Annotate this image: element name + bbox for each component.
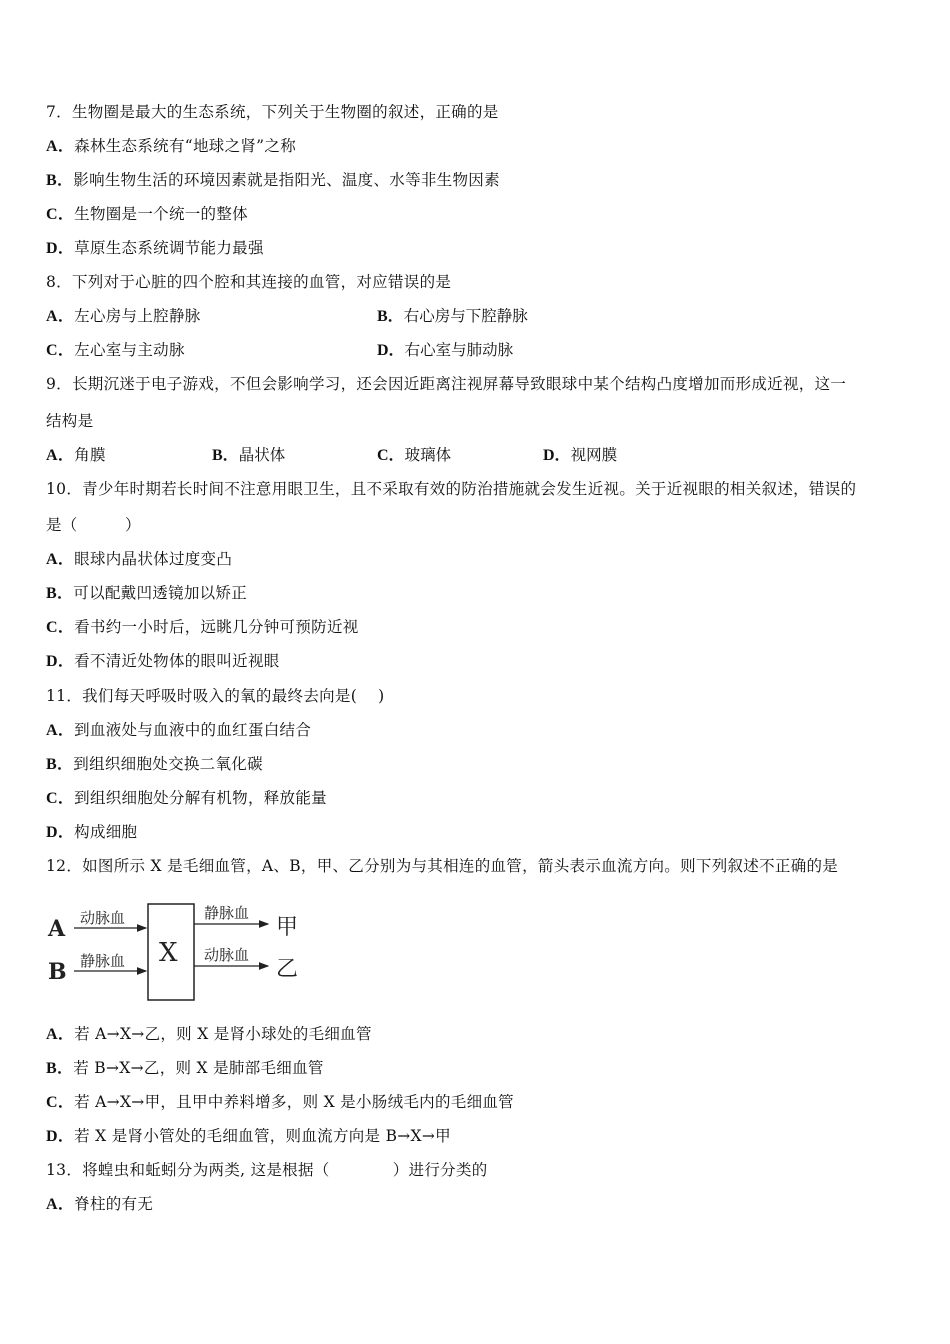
- question-10-stem-cont: 是（ ）: [46, 516, 141, 534]
- vessel-a: A: [48, 916, 66, 942]
- question-number: 7．: [46, 103, 72, 121]
- question-number: 9．: [46, 375, 72, 393]
- q7-option-b: B．影响生物生活的环境因素就是指阳光、温度、水等非生物因素: [46, 171, 500, 189]
- q7-option-d: D．草原生态系统调节能力最强: [46, 239, 264, 257]
- q11-option-c: C．到组织细胞处分解有机物，释放能量: [46, 789, 327, 807]
- q11-option-a: A．到血液处与血液中的血红蛋白结合: [46, 721, 312, 739]
- blood-yi: 动脉血: [204, 946, 250, 964]
- q9-option-c: C．玻璃体: [377, 446, 452, 464]
- capillary-diagram: [46, 896, 316, 1006]
- q12-option-b: B．若 B→X→乙，则 X 是肺部毛细血管: [46, 1059, 324, 1077]
- question-11-stem: [46, 686, 384, 706]
- question-number: 11．: [46, 687, 83, 705]
- question-9-stem: [46, 374, 846, 394]
- q12-option-c: C．若 A→X→甲，且甲中养料增多，则 X 是小肠绒毛内的毛细血管: [46, 1093, 514, 1111]
- q12-option-a: A．若 A→X→乙，则 X 是肾小球处的毛细血管: [46, 1025, 372, 1043]
- question-9-stem-cont: 结构是: [46, 412, 94, 430]
- question-text: 将蝗虫和蚯蚓分为两类, 这是根据（ ）进行分类的: [82, 1161, 488, 1179]
- question-text: 生物圈是最大的生态系统，下列关于生物圈的叙述，正确的是: [71, 103, 499, 121]
- q9-option-b: B．晶状体: [212, 446, 286, 464]
- q10-option-a: A．眼球内晶状体过度变凸: [46, 550, 233, 568]
- q11-option-d: D．构成细胞: [46, 823, 138, 841]
- q12-option-d: D．若 X 是肾小管处的毛细血管，则血流方向是 B→X→甲: [46, 1127, 451, 1145]
- question-7-stem: [46, 102, 499, 122]
- blood-b: 静脉血: [80, 952, 126, 970]
- q10-option-c: C．看书约一小时后，远眺几分钟可预防近视: [46, 618, 359, 636]
- question-number: 10．: [46, 480, 83, 498]
- question-text: 下列对于心脏的四个腔和其连接的血管，对应错误的是: [71, 273, 452, 291]
- question-text: 如图所示 X 是毛细血管，A、B，甲、乙分别为与其相连的血管，箭头表示血流方向。则下列叙述不正确的是: [82, 857, 839, 875]
- blood-a: 动脉血: [80, 909, 126, 927]
- question-number: 12．: [46, 857, 83, 875]
- q7-option-a: A．森林生态系统有“地球之肾”之称: [46, 137, 297, 155]
- q8-option-c: C．左心室与主动脉: [46, 341, 185, 359]
- capillary-label: X: [159, 938, 178, 968]
- q8-option-b: B．右心房与下腔静脉: [377, 307, 528, 325]
- question-12-stem: [46, 856, 838, 876]
- q9-option-d: D．视网膜: [543, 446, 618, 464]
- question-8-stem: [46, 272, 451, 292]
- q9-option-a: A．角膜: [46, 446, 106, 464]
- q8-option-a: A．左心房与上腔静脉: [46, 307, 201, 325]
- vessel-yi: 乙: [276, 957, 299, 982]
- question-text: 青少年时期若长时间不注意用眼卫生，且不采取有效的防治措施就会发生近视。关于近视眼的相关叙述，错误的: [82, 480, 857, 498]
- question-text: 长期沉迷于电子游戏，不但会影响学习，还会因近距离注视屏幕导致眼球中某个结构凸度增加而形成近视，这一: [71, 375, 847, 393]
- question-10-stem: [46, 479, 856, 499]
- vessel-jia: 甲: [276, 915, 299, 940]
- question-number: 8．: [46, 273, 72, 291]
- vessel-b: B: [48, 959, 67, 985]
- q11-option-b: B．到组织细胞处交换二氧化碳: [46, 755, 263, 773]
- question-text: 我们每天呼吸时吸入的氧的最终去向是( ): [82, 687, 385, 705]
- q13-option-a: A．脊柱的有无: [46, 1195, 154, 1213]
- question-number: 13．: [46, 1161, 83, 1179]
- question-13-stem: [46, 1160, 488, 1180]
- q10-option-d: D．看不清近处物体的眼叫近视眼: [46, 652, 280, 670]
- q7-option-c: C．生物圈是一个统一的整体: [46, 205, 248, 223]
- q10-option-b: B．可以配戴凹透镜加以矫正: [46, 584, 248, 602]
- q8-option-d: D．右心室与肺动脉: [377, 341, 514, 359]
- blood-jia: 静脉血: [204, 904, 250, 922]
